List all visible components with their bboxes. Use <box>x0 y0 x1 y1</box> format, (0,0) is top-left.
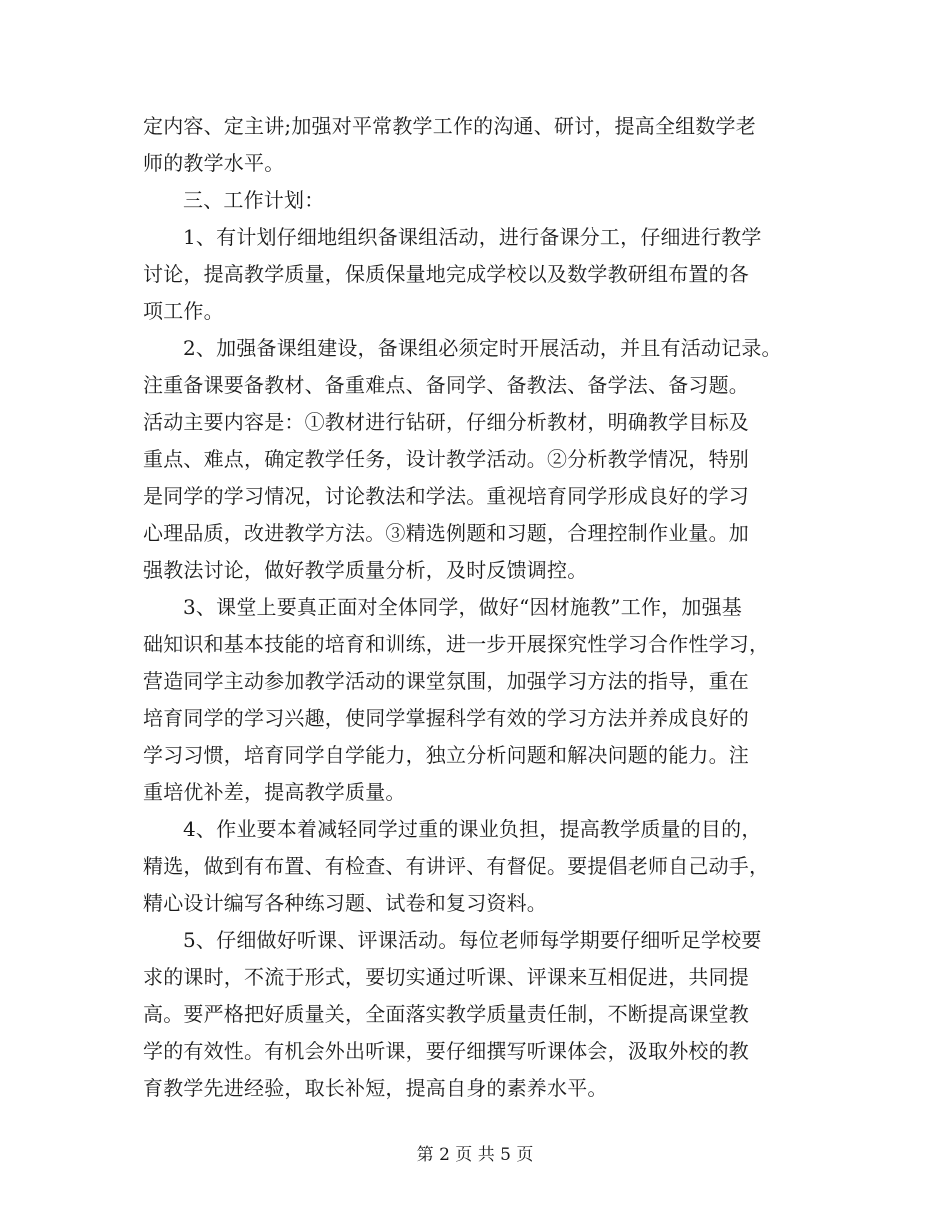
text-line: 精心设计编写各种练习题、试卷和复习资料。 <box>143 891 547 915</box>
text-line: 5、仔细做好听课、评课活动。每位老师每学期要仔细听足学校要 <box>183 928 762 952</box>
paragraph-p1 <box>143 182 823 219</box>
text-line: 讨论，提高教学质量，保质保量地完成学校以及数学教研组布置的各 <box>143 262 749 286</box>
text-line: 营造同学主动参加教学活动的课堂氛围，加强学习方法的指导，重在 <box>143 669 749 693</box>
text-line: 3、课堂上要真正面对全体同学，做好“因材施教”工作，加强基 <box>183 595 742 619</box>
text-line: 活动主要内容是：①教材进行钻研，仔细分析教材，明确教学目标及 <box>143 410 749 434</box>
text-line: 心理品质，改进教学方法。③精选例题和习题，合理控制作业量。加 <box>143 521 749 545</box>
text-line: 高。要严格把好质量关，全面落实教学质量责任制，不断提高课堂教 <box>143 1002 749 1026</box>
text-line: 重培优补差，提高教学质量。 <box>143 780 406 804</box>
paragraph-p5 <box>143 811 823 922</box>
page-footer: 第 2 页 共 5 页 <box>416 1145 534 1165</box>
text-line: 是同学的学习情况，讨论教法和学法。重视培育同学形成良好的学习 <box>143 484 749 508</box>
text-line: 强教法讨论，做好教学质量分析，及时反馈调控。 <box>143 558 588 582</box>
text-line: 2、加强备课组建设，备课组必须定时开展活动，并且有活动记录。 <box>183 336 782 360</box>
paragraph-p0 <box>143 108 823 182</box>
document-body <box>143 108 823 1107</box>
text-line: 学的有效性。有机会外出听课，要仔细撰写听课体会，汲取外校的教 <box>143 1039 749 1063</box>
text-line: 育教学先进经验，取长补短，提高自身的素养水平。 <box>143 1076 608 1100</box>
text-line: 4、作业要本着减轻同学过重的课业负担，提高教学质量的目的， <box>183 817 762 841</box>
text-line: 1、有计划仔细地组织备课组活动，进行备课分工，仔细进行教学 <box>183 225 762 249</box>
text-line: 培育同学的学习兴趣，使同学掌握科学有效的学习方法并养成良好的 <box>143 706 749 730</box>
text-line: 定内容、定主讲;加强对平常教学工作的沟通、研讨，提高全组数学老 <box>143 114 756 138</box>
text-line: 注重备课要备教材、备重难点、备同学、备教法、备学法、备习题。 <box>143 373 749 397</box>
text-line: 学习习惯，培育同学自学能力，独立分析问题和解决问题的能力。注 <box>143 743 749 767</box>
text-line: 师的教学水平。 <box>143 151 285 175</box>
paragraph-p6 <box>143 922 823 1107</box>
paragraph-p4 <box>143 589 823 811</box>
text-line: 项工作。 <box>143 299 224 323</box>
text-line: 求的课时，不流于形式，要切实通过听课、评课来互相促进，共同提 <box>143 965 749 989</box>
text-line: 精选，做到有布置、有检查、有讲评、有督促。要提倡老师自己动手， <box>143 854 770 878</box>
paragraph-p2 <box>143 219 823 330</box>
text-line: 三、工作计划： <box>183 188 325 212</box>
paragraph-p3 <box>143 330 823 589</box>
text-line: 础知识和基本技能的培育和训练，进一步开展探究性学习合作性学习， <box>143 632 770 656</box>
text-line: 重点、难点，确定教学任务，设计教学活动。②分析教学情况，特别 <box>143 447 749 471</box>
